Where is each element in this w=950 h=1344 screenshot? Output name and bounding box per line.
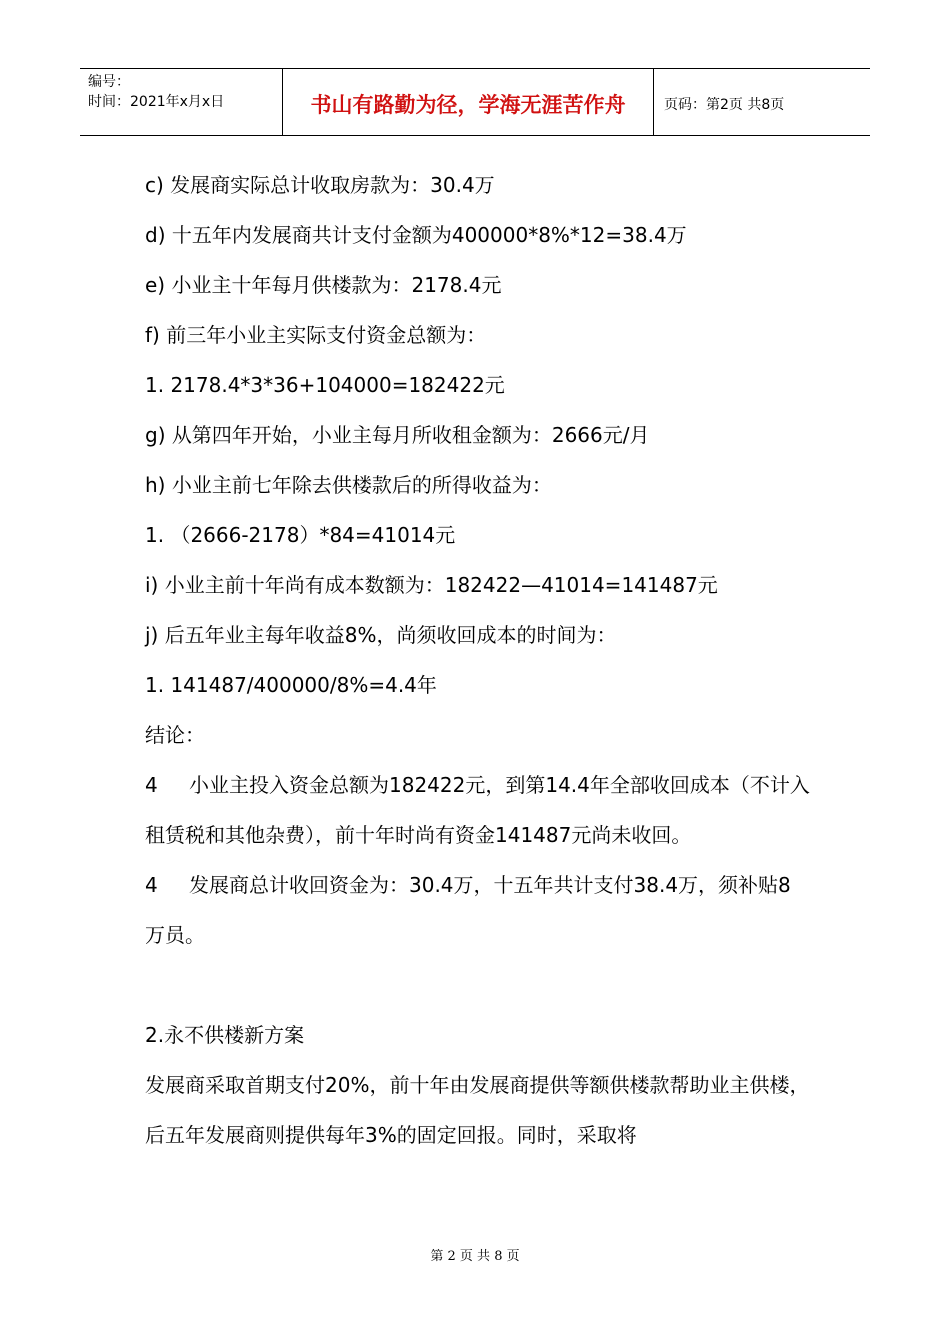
conclusion-item <box>145 860 810 960</box>
serial-label: 编号： <box>88 74 130 90</box>
calc-line-i: i) 小业主前十年尚有成本数额为：182422—41014=141487元 <box>145 573 718 597</box>
calc-line-f: f) 前三年小业主实际支付资金总额为： <box>145 323 487 347</box>
conclusion-item <box>145 760 810 860</box>
calc-line-h: h) 小业主前七年除去供楼款后的所得收益为： <box>145 473 552 497</box>
spacer <box>145 960 810 1010</box>
conclusion-heading: 结论： <box>145 723 205 747</box>
conclusion-bullet: 4 <box>145 773 158 797</box>
header-page-info: 页码：第2页 共8页 <box>664 97 785 113</box>
date-label: 时间：2021年x月x日 <box>88 94 225 110</box>
page-footer: 第 2 页 共 8 页 <box>430 1249 520 1264</box>
section-2-paragraph: 发展商采取首期支付20%，前十年由发展商提供等额供楼款帮助业主供楼，后五年发展商则提供每年3%的固定回报。同时，采取将 <box>145 1073 810 1147</box>
calc-line-g: g) 从第四年开始，小业主每月所收租金额为：2666元/月 <box>145 423 650 447</box>
conclusion-text: 发展商总计收回资金为：30.4万，十五年共计支付38.4万，须补贴8万员。 <box>145 873 791 947</box>
calc-line-h-1: 1. （2666-2178）*84=41014元 <box>145 523 456 547</box>
section-2-title: 2.永不供楼新方案 <box>145 1023 305 1047</box>
calc-line-c: c) 发展商实际总计收取房款为：30.4万 <box>145 173 495 197</box>
calc-line-e: e) 小业主十年每月供楼款为：2178.4元 <box>145 273 502 297</box>
header-motto: 书山有路勤为径，学海无涯苦作舟 <box>282 69 654 135</box>
calc-line-j: j) 后五年业主每年收益8%，尚须收回成本的时间为： <box>145 623 617 647</box>
calc-line-d: d) 十五年内发展商共计支付金额为400000*8%*12=38.4万 <box>145 223 687 247</box>
conclusion-bullet: 4 <box>145 873 158 897</box>
page-header <box>80 68 870 136</box>
conclusion-text: 小业主投入资金总额为182422元，到第14.4年全部收回成本（不计入租赁税和其他杂费），前十年时尚有资金141487元尚未收回。 <box>145 773 810 847</box>
calc-line-f-1: 1. 2178.4*3*36+104000=182422元 <box>145 373 505 397</box>
calc-line-j-1: 1. 141487/400000/8%=4.4年 <box>145 673 437 697</box>
document-body <box>145 160 810 1160</box>
header-meta <box>80 69 282 135</box>
